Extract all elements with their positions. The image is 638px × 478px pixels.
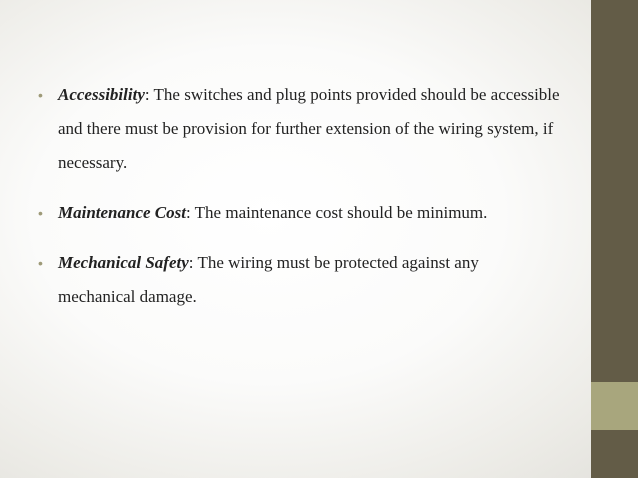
bullet-item-maintenance-cost (40, 196, 560, 230)
bullet-separator: : (186, 203, 191, 222)
bullet-term: Mechanical Safety (58, 253, 189, 272)
bullet-icon: • (38, 205, 43, 221)
bullet-item-accessibility (40, 78, 560, 180)
bullet-list (40, 78, 560, 314)
bullet-text: The maintenance cost should be minimum. (190, 203, 488, 222)
bullet-separator: : (144, 85, 150, 104)
sidebar-accent-block (591, 382, 638, 430)
bullet-icon: • (38, 255, 43, 271)
bullet-text: The switches and plug points provided should be accessible and there must be provision for further extension of the wiring system, if necessary. (58, 85, 560, 172)
bullet-separator: : (188, 253, 194, 272)
bullet-term: Accessibility (58, 85, 145, 104)
bullet-item-mechanical-safety (40, 246, 560, 314)
bullet-text: The wiring must be protected against any mechanical damage. (58, 253, 479, 306)
bullet-term: Maintenance Cost (58, 203, 186, 222)
bullet-icon: • (38, 87, 43, 103)
